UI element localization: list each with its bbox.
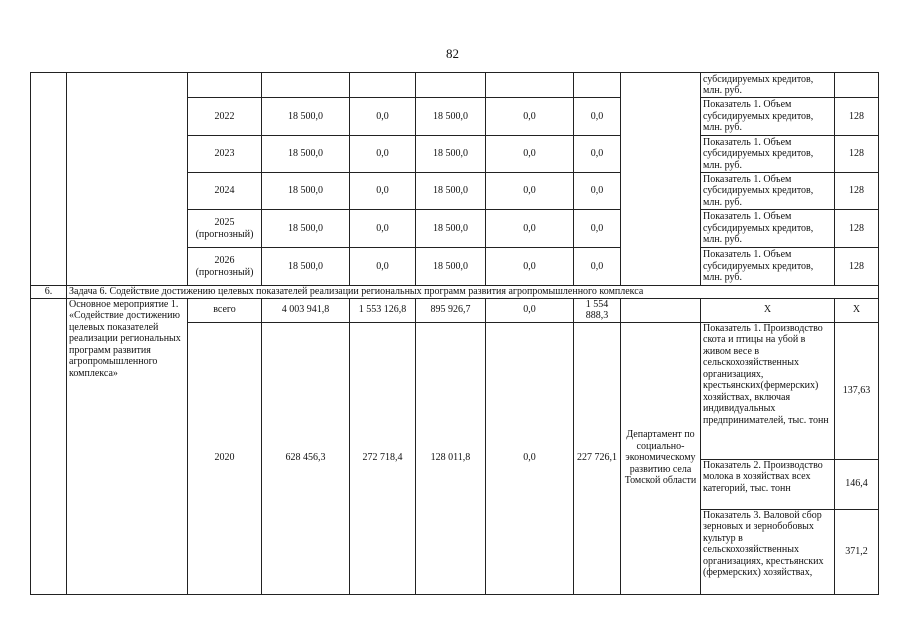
value-cell: 18 500,0 [416, 98, 486, 136]
value-cell: 227 726,1 [574, 322, 621, 594]
year-cell: всего [188, 298, 262, 322]
year-cell: 2025 (прогнозный) [188, 210, 262, 248]
value-cell: 0,0 [350, 210, 416, 248]
indicator-value-cell: 137,63 [835, 322, 879, 459]
program-table [30, 72, 879, 595]
task-number: 6. [31, 286, 67, 299]
value-cell: 18 500,0 [262, 248, 350, 286]
value-cell: 0,0 [574, 98, 621, 136]
indicator-cell: Показатель 1. Объем субсидируемых кредитов, млн. руб. [701, 98, 835, 136]
value-cell: 4 003 941,8 [262, 298, 350, 322]
task-title: Задача 6. Содействие достижению целевых показателей реализации региональных программ развития агропромышленного комплекса [67, 286, 879, 299]
value-cell: 0,0 [486, 173, 574, 210]
indicator-value-cell: 128 [835, 210, 879, 248]
value-cell: 0,0 [486, 248, 574, 286]
value-cell: 0,0 [350, 173, 416, 210]
value-cell: 18 500,0 [262, 98, 350, 136]
value-cell: 0,0 [574, 248, 621, 286]
value-cell: 18 500,0 [262, 136, 350, 173]
value-cell: 0,0 [486, 298, 574, 322]
value-cell: 0,0 [574, 210, 621, 248]
indicator-value-cell: X [835, 298, 879, 322]
indicator-value-cell: 128 [835, 136, 879, 173]
indicator-cell: Показатель 3. Валовой сбор зерновых и зернобобовых культур в сельскохозяйственных организациях, крестьянских (фермерских) хозяйствах, [701, 509, 835, 594]
indicator-value-cell: 128 [835, 98, 879, 136]
value-cell: 0,0 [486, 210, 574, 248]
main-event-name: Основное мероприятие 1. «Содействие достижению целевых показателей реализации региональных программ развития агропромышленного комплекса» [67, 298, 188, 594]
value-cell: 18 500,0 [262, 210, 350, 248]
indicator-cell: Показатель 1. Объем субсидируемых кредитов, млн. руб. [701, 248, 835, 286]
indicator-value-cell: 128 [835, 248, 879, 286]
indicator-cell: X [701, 298, 835, 322]
value-cell: 0,0 [486, 98, 574, 136]
year-cell: 2023 [188, 136, 262, 173]
value-cell: 1 554 888,3 [574, 298, 621, 322]
year-cell: 2020 [188, 322, 262, 594]
value-cell: 0,0 [350, 136, 416, 173]
value-cell: 0,0 [486, 136, 574, 173]
indicator-cell: Показатель 1. Объем субсидируемых кредитов, млн. руб. [701, 210, 835, 248]
indicator-cell: Показатель 1. Объем субсидируемых кредитов, млн. руб. [701, 136, 835, 173]
indicator-cell: Показатель 2. Производство молока в хозяйствах всех категорий, тыс. тонн [701, 459, 835, 509]
year-cell: 2022 [188, 98, 262, 136]
indicator-cell: Показатель 1. Производство скота и птицы на убой в живом весе в сельскохозяйственных организациях, крестьянских(фермерских) хозяйствах, включая индивидуальных предпринимателей, тыс. тонн [701, 322, 835, 459]
value-cell: 18 500,0 [262, 173, 350, 210]
page-number: 82 [446, 46, 459, 61]
indicator-cell: субсидируемых кредитов, млн. руб. [701, 73, 835, 98]
value-cell: 128 011,8 [416, 322, 486, 594]
value-cell: 0,0 [350, 98, 416, 136]
indicator-value-cell: 128 [835, 173, 879, 210]
value-cell: 628 456,3 [262, 322, 350, 594]
value-cell: 0,0 [350, 248, 416, 286]
year-cell: 2024 [188, 173, 262, 210]
indicator-cell: Показатель 1. Объем субсидируемых кредитов, млн. руб. [701, 173, 835, 210]
year-cell: 2026 (прогнозный) [188, 248, 262, 286]
value-cell: 0,0 [486, 322, 574, 594]
table-row [31, 298, 879, 322]
indicator-value-cell: 371,2 [835, 509, 879, 594]
indicator-value-cell: 146,4 [835, 459, 879, 509]
task-row [31, 286, 879, 299]
value-cell: 895 926,7 [416, 298, 486, 322]
value-cell: 18 500,0 [416, 210, 486, 248]
executor-cell: Департамент по социально-экономическому развитию села Томской области [621, 322, 701, 594]
value-cell: 18 500,0 [416, 248, 486, 286]
value-cell: 1 553 126,8 [350, 298, 416, 322]
value-cell: 0,0 [574, 173, 621, 210]
value-cell: 0,0 [574, 136, 621, 173]
table-row [31, 73, 879, 98]
value-cell: 272 718,4 [350, 322, 416, 594]
value-cell: 18 500,0 [416, 136, 486, 173]
value-cell: 18 500,0 [416, 173, 486, 210]
